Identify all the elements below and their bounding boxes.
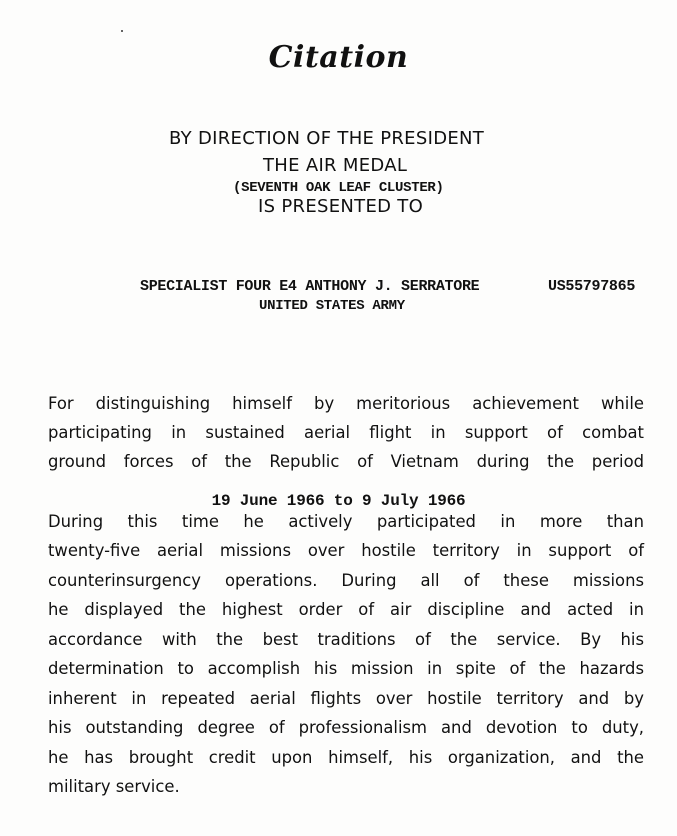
citation-body-line: inherent in repeated aerial flights over hostile territory and by <box>48 689 644 708</box>
header-by-direction: BY DIRECTION OF THE PRESIDENT <box>169 128 485 149</box>
citation-body-line: his outstanding degree of professionalism and devotion to duty, <box>48 718 644 737</box>
citation-body-line: accordance with the best traditions of the service. By his <box>48 630 644 649</box>
citation-body-line: he has brought credit upon himself, his organization, and the <box>48 748 644 767</box>
recipient-branch: UNITED STATES ARMY <box>259 298 405 314</box>
citation-body-line: twenty-five aerial missions over hostile territory in support of <box>48 541 644 560</box>
paper-speck <box>121 30 123 32</box>
citation-intro-line: For distinguishing himself by meritorious achievement while <box>48 394 644 413</box>
citation-body-line: military service. <box>48 777 180 796</box>
citation-body-line: During this time he actively participated in more than <box>48 512 644 531</box>
citation-intro-line: participating in sustained aerial flight in support of combat <box>48 423 644 442</box>
citation-body-line: determination to accomplish his mission in spite of the hazards <box>48 659 644 678</box>
header-presented-to: IS PRESENTED TO <box>258 196 424 217</box>
recipient-rank-name: SPECIALIST FOUR E4 ANTHONY J. SERRATORE <box>140 278 480 295</box>
recipient-service-number: US55797865 <box>548 278 636 295</box>
citation-body-line: he displayed the highest order of air discipline and acted in <box>48 600 644 619</box>
citation-body-line: counterinsurgency operations. During all of these missions <box>48 571 644 590</box>
header-oak-leaf-cluster: (SEVENTH OAK LEAF CLUSTER) <box>233 180 444 196</box>
citation-title: Citation <box>268 40 409 75</box>
citation-intro-line: ground forces of the Republic of Vietnam during the period <box>48 452 644 471</box>
header-award-name: THE AIR MEDAL <box>263 155 408 176</box>
citation-period: 19 June 1966 to 9 July 1966 <box>211 492 466 510</box>
